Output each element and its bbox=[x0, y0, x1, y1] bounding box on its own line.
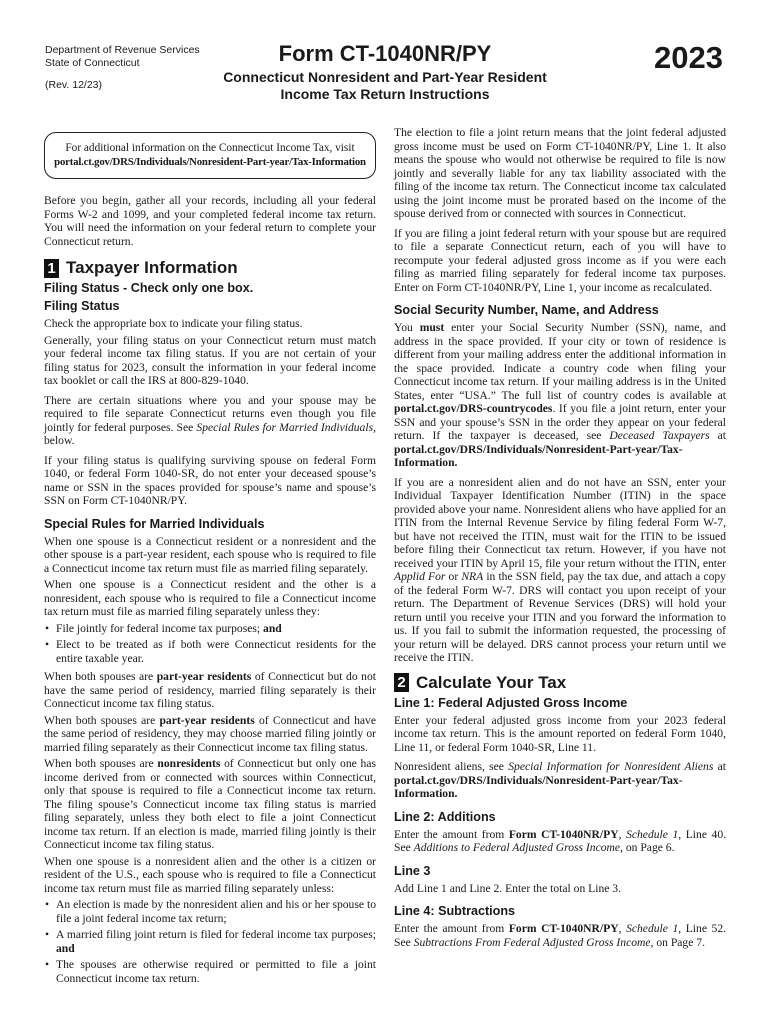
text-run: , Line 52. See bbox=[394, 922, 727, 949]
text-run: Schedule 1 bbox=[626, 827, 679, 841]
text-run: Schedule 1 bbox=[626, 922, 679, 935]
line-1-heading: Line 1: Federal Adjusted Gross Income bbox=[394, 695, 628, 710]
text-run: part-year residents bbox=[159, 713, 255, 727]
tax-year: 2023 bbox=[654, 40, 723, 75]
special-rules-heading: Special Rules for Married Individuals bbox=[44, 516, 265, 531]
text-run: part-year residents bbox=[156, 670, 252, 683]
text-run: , on Page 6. bbox=[620, 841, 675, 854]
paragraph: If your filing status is qualifying surviving spouse on federal Form 1040, or federal Form 1040-SR, do not enter your deceased spouse’s name or SSN in the spaces provided for spouse’s name and spouse’s SSN on Form CT-1040NR/PY. bbox=[44, 453, 376, 507]
title-block bbox=[190, 42, 580, 103]
text-run: Enter the amount from bbox=[394, 922, 509, 935]
right-column bbox=[394, 126, 726, 955]
state-name: State of Connecticut bbox=[45, 57, 140, 69]
text-run: . If you file a joint return, enter your SSN and your spouse’s SSN in the order they appear on your federal return. If the taxpayer is deceased, see bbox=[394, 402, 726, 442]
text-run: or bbox=[445, 570, 462, 583]
text-run: Nonresident aliens, see bbox=[394, 760, 509, 773]
intro-paragraph: Before you begin, gather all your records, including all your federal Forms W-2 and 1099, and your completed federal income tax return. You will need the information on your federal return to complete your Connecticut return. bbox=[44, 194, 376, 248]
paragraph: When one spouse is a Connecticut resident or a nonresident and the other spouse is a part-year resident, each spouse who is required to file a Connecticut income tax return must file as married filing separately. bbox=[44, 534, 376, 575]
text-run: A married filing joint return is filed for federal income tax purposes; bbox=[56, 928, 376, 941]
section-2-heading bbox=[394, 673, 726, 693]
bullet-list bbox=[44, 622, 376, 666]
list-item bbox=[44, 622, 376, 636]
section-number-badge: 1 bbox=[44, 259, 59, 278]
text-run: , bbox=[618, 922, 627, 935]
line-2-heading: Line 2: Additions bbox=[394, 809, 496, 824]
text-run: enter your Social Security Number (SSN), name, and address in the space provided. If your city or town of residence is different from your mailing address enter the additional information in the space provided. Indicate a country code when filing your Connecticut income tax return. If your mailing address is in the United States, enter “USA.” The full list of country codes is available at bbox=[394, 321, 726, 402]
form-subtitle-2: Income Tax Return Instructions bbox=[280, 86, 490, 102]
text-run: Applid For bbox=[394, 570, 446, 583]
text-run: There are certain situations where you and your spouse may be required to file separate Connecticut returns even though you file jointly for federal purposes. See bbox=[44, 393, 376, 434]
text-run: Form CT-1040NR/PY bbox=[508, 827, 619, 841]
paragraph: Check the appropriate box to indicate your filing status. bbox=[44, 317, 303, 330]
paragraph bbox=[394, 321, 726, 470]
text-run: , Line 40. See bbox=[394, 827, 727, 854]
info-callout-text: For additional information on the Connecticut Income Tax, visit bbox=[65, 142, 355, 154]
text-run: at bbox=[709, 429, 727, 442]
info-callout-link[interactable]: portal.ct.gov/DRS/Individuals/Nonresident-Part-year/Tax-Information bbox=[54, 156, 366, 168]
paragraph: The election to file a joint return means that the joint federal adjusted gross income must be used on Form CT-1040NR/PY, Line 1. It also means the spouse who would not otherwise be required to file is now jointly and severally liable for any tax liability associated with the filing of the income tax return. The Connecticut income tax calculated using the joint income must be prorated based on the income of the spouse derived from or connected with sources in Connecticut. bbox=[394, 126, 726, 220]
text-run: below. bbox=[44, 434, 75, 447]
list-item: • Elect to be treated as if both were Connecticut residents for the entire taxable year. bbox=[44, 638, 376, 665]
text-run: and bbox=[263, 621, 282, 635]
info-callout-box bbox=[44, 132, 376, 179]
section-1-heading bbox=[44, 258, 376, 278]
tax-information-link[interactable]: portal.ct.gov/DRS/Individuals/Nonresident-Part-year/Tax-Information. bbox=[394, 442, 683, 469]
ssn-name-address-heading: Social Security Number, Name, and Address bbox=[394, 303, 659, 317]
department-name: Department of Revenue Services bbox=[45, 44, 200, 56]
country-codes-link[interactable]: portal.ct.gov/DRS-countrycodes bbox=[394, 402, 553, 415]
section-title: Taxpayer Information bbox=[66, 258, 238, 277]
line-3-heading: Line 3 bbox=[394, 863, 431, 878]
text-run: of Connecticut but only one has income derived from or connected with sources within Connecticut, only that spouse is required to file a Connecticut income tax return. The filing spouse’s Connecticut income tax filing status is married filing separately, unless they both elect to file a joint Connecticut income tax return. If an election is made, married filing jointly is their Connecticut income tax filing status. bbox=[44, 757, 376, 851]
paragraph bbox=[44, 714, 376, 755]
paragraph: When one spouse is a Connecticut resident and the other is a nonresident, each spouse who is required to file a Connecticut income tax return must file as married filing separately unless they: bbox=[44, 578, 376, 618]
text-run: You bbox=[394, 321, 420, 334]
paragraph bbox=[394, 476, 726, 665]
text-run: must bbox=[419, 321, 445, 334]
text-run: in the SSN field, pay the tax due, and attach a copy of the federal Form W-7. DRS will contact you upon receipt of your return. The Department of Revenue Services (DRS) will hold your return until you receive your ITIN and you forward the information to us. If you fail to submit the information requested, the processing of your return will be delayed. DRS cannot process your return until we receive the ITIN. bbox=[394, 570, 726, 664]
text-run: of Connecticut but do not have the same period of residency, married filing separately is their Connecticut income tax filing status. bbox=[44, 670, 376, 710]
bullet-list bbox=[44, 898, 376, 985]
cross-reference: Special Rules for Married Individuals, bbox=[196, 420, 376, 434]
cross-reference: Subtractions From Federal Adjusted Gross Income bbox=[413, 935, 651, 949]
text-run: , bbox=[618, 827, 627, 841]
text-run: , on Page 7. bbox=[650, 935, 705, 949]
list-item: • The spouses are otherwise required or permitted to file a joint Connecticut income tax return. bbox=[44, 958, 376, 985]
line-4-heading: Line 4: Subtractions bbox=[394, 904, 516, 918]
filing-status-heading: Filing Status bbox=[44, 299, 120, 313]
paragraph: If you are filing a joint federal return with your spouse but are required to file a separate Connecticut return, each of you will have to recompute your federal adjusted gross income as if you were each filing as married filing separately for federal income tax purposes. Enter on Form CT-1040NR/PY, Line 1, your income as recalculated. bbox=[394, 226, 726, 294]
form-title: Form CT-1040NR/PY bbox=[278, 41, 492, 66]
cross-reference: Deceased Taxpayers bbox=[609, 429, 710, 442]
paragraph: Generally, your filing status on your Connecticut return must match your federal income tax filing status. If you are not certain of your filing status for 2023, consult the information in your federal income tax booklet or call the IRS at 800-829-1040. bbox=[44, 333, 376, 387]
cross-reference: Additions to Federal Adjusted Gross Income bbox=[413, 841, 621, 854]
paragraph bbox=[394, 922, 726, 949]
paragraph bbox=[394, 828, 726, 855]
paragraph: Add Line 1 and Line 2. Enter the total on Line 3. bbox=[394, 881, 621, 895]
section-title: Calculate Your Tax bbox=[416, 672, 567, 692]
text-run: Enter the amount from bbox=[394, 827, 509, 841]
text-run: nonresidents bbox=[157, 757, 221, 770]
text-run: of Connecticut and have the same period of residency, they may choose married filing jointly or married filing separately as their Connecticut income tax filing status. bbox=[44, 713, 376, 754]
cross-reference: Special Information for Nonresident Aliens bbox=[508, 760, 714, 773]
section-number-badge: 2 bbox=[394, 673, 409, 692]
tax-information-link[interactable]: portal.ct.gov/DRS/Individuals/Nonresident-Part-year/Tax-Information. bbox=[394, 773, 683, 800]
paragraph bbox=[44, 394, 376, 448]
paragraph bbox=[394, 760, 726, 801]
text-run: Form CT-1040NR/PY bbox=[508, 922, 619, 935]
text-run: at bbox=[713, 760, 726, 773]
agency-block bbox=[45, 44, 200, 92]
filing-status-check-heading: Filing Status - Check only one box. bbox=[44, 281, 254, 295]
list-item bbox=[44, 928, 376, 955]
text-run: When both spouses are bbox=[44, 757, 158, 770]
paragraph: Enter your federal adjusted gross income from your 2023 federal income tax return. This is the amount reported on federal Form 1040, Line 11, or federal Form 1040-SR, Line 11. bbox=[394, 713, 726, 754]
revision-date: (Rev. 12/23) bbox=[45, 79, 102, 91]
list-item: • An election is made by the nonresident alien and his or her spouse to file a joint federal income tax return; bbox=[44, 898, 376, 925]
text-run: and bbox=[56, 941, 75, 955]
paragraph bbox=[44, 670, 376, 711]
text-run: File jointly for federal income tax purposes; bbox=[56, 621, 264, 635]
paragraph: When one spouse is a nonresident alien and the other is a citizen or resident of the U.S., each spouse who is required to file a Connecticut income tax return must file as married filing separately unless: bbox=[44, 854, 376, 895]
text-run: NRA bbox=[461, 570, 484, 583]
paragraph bbox=[44, 757, 376, 852]
text-run: If you are a nonresident alien and do not have an SSN, enter your Individual Taxpayer Identification Number (ITIN) in the space provided above your name. Nonresident aliens who have applied for an ITIN from the Internal Revenue Service by filing federal Form W-7, but have not received the ITIN, must wait for the ITIN to be issued before filing their Connecticut tax return. However, if you have not received your ITIN by April 15, file your return without the ITIN, enter bbox=[394, 475, 726, 570]
text-run: When both spouses are bbox=[44, 670, 157, 683]
left-column bbox=[44, 126, 376, 990]
form-subtitle-1: Connecticut Nonresident and Part-Year Resident bbox=[223, 69, 547, 85]
text-run: When both spouses are bbox=[44, 713, 160, 727]
